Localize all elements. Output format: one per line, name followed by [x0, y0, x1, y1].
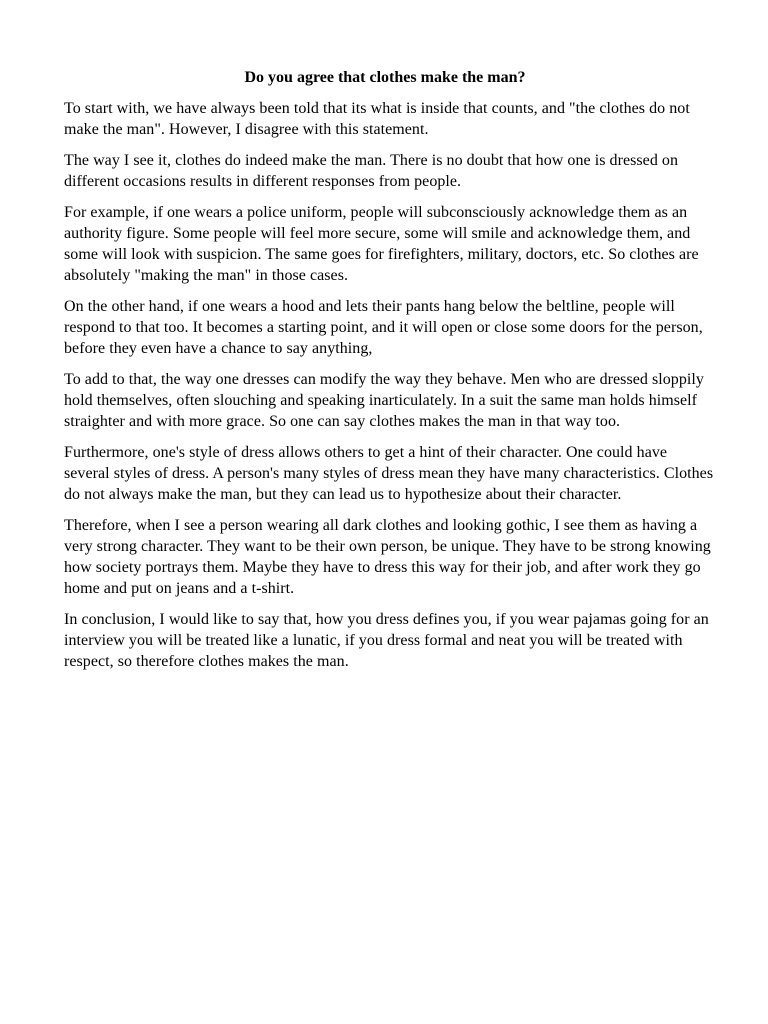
paragraph-thesis: The way I see it, clothes do indeed make the man. There is no doubt that how one is dressed on different occasions results in different responses from people. — [64, 152, 679, 190]
paragraph-behavior: To add to that, the way one dresses can modify the way they behave. Men who are dressed sloppily hold themselves, often slouching and speaking inarticulately. In a suit the same man holds himself straighter and with more grace. So one can say clothes makes the man in that way too. — [64, 371, 704, 430]
paragraph-gothic: Therefore, when I see a person wearing all dark clothes and looking gothic, I see them as having a very strong character. They want to be their own person, be unique. They have to be strong knowing how society portrays them. Maybe they have to dress this way for their job, and after work they go home and put on jeans and a t-shirt. — [64, 517, 711, 597]
paragraph-example-uniform: For example, if one wears a police uniform, people will subconsciously acknowledge them as an authority figure. Some people will feel more secure, some will smile and acknowledge them, and some will look with suspicion. The same goes for firefighters, military, doctors, etc. So clothes are absolutely "making the man" in those cases. — [64, 204, 699, 284]
paragraph-intro: To start with, we have always been told that its what is inside that counts, and "the clothes do not make the man". However, I disagree with this statement. — [64, 100, 690, 138]
paragraph-example-hood: On the other hand, if one wears a hood and lets their pants hang below the beltline, people will respond to that too. It becomes a starting point, and it will open or close some doors for the person, before they even have a chance to say anything, — [64, 298, 703, 357]
document-title: Do you agree that clothes make the man? — [244, 69, 526, 86]
paragraph-conclusion: In conclusion, I would like to say that, how you dress defines you, if you wear pajamas going for an interview you will be treated like a lunatic, if you dress formal and neat you will be treated with respect, so therefore clothes makes the man. — [64, 611, 709, 670]
paragraph-style-character: Furthermore, one's style of dress allows others to get a hint of their character. One could have several styles of dress. A person's many styles of dress mean they have many characteristics. Clothes do not always make the man, but they can lead us to hypothesize about their character. — [64, 444, 714, 503]
